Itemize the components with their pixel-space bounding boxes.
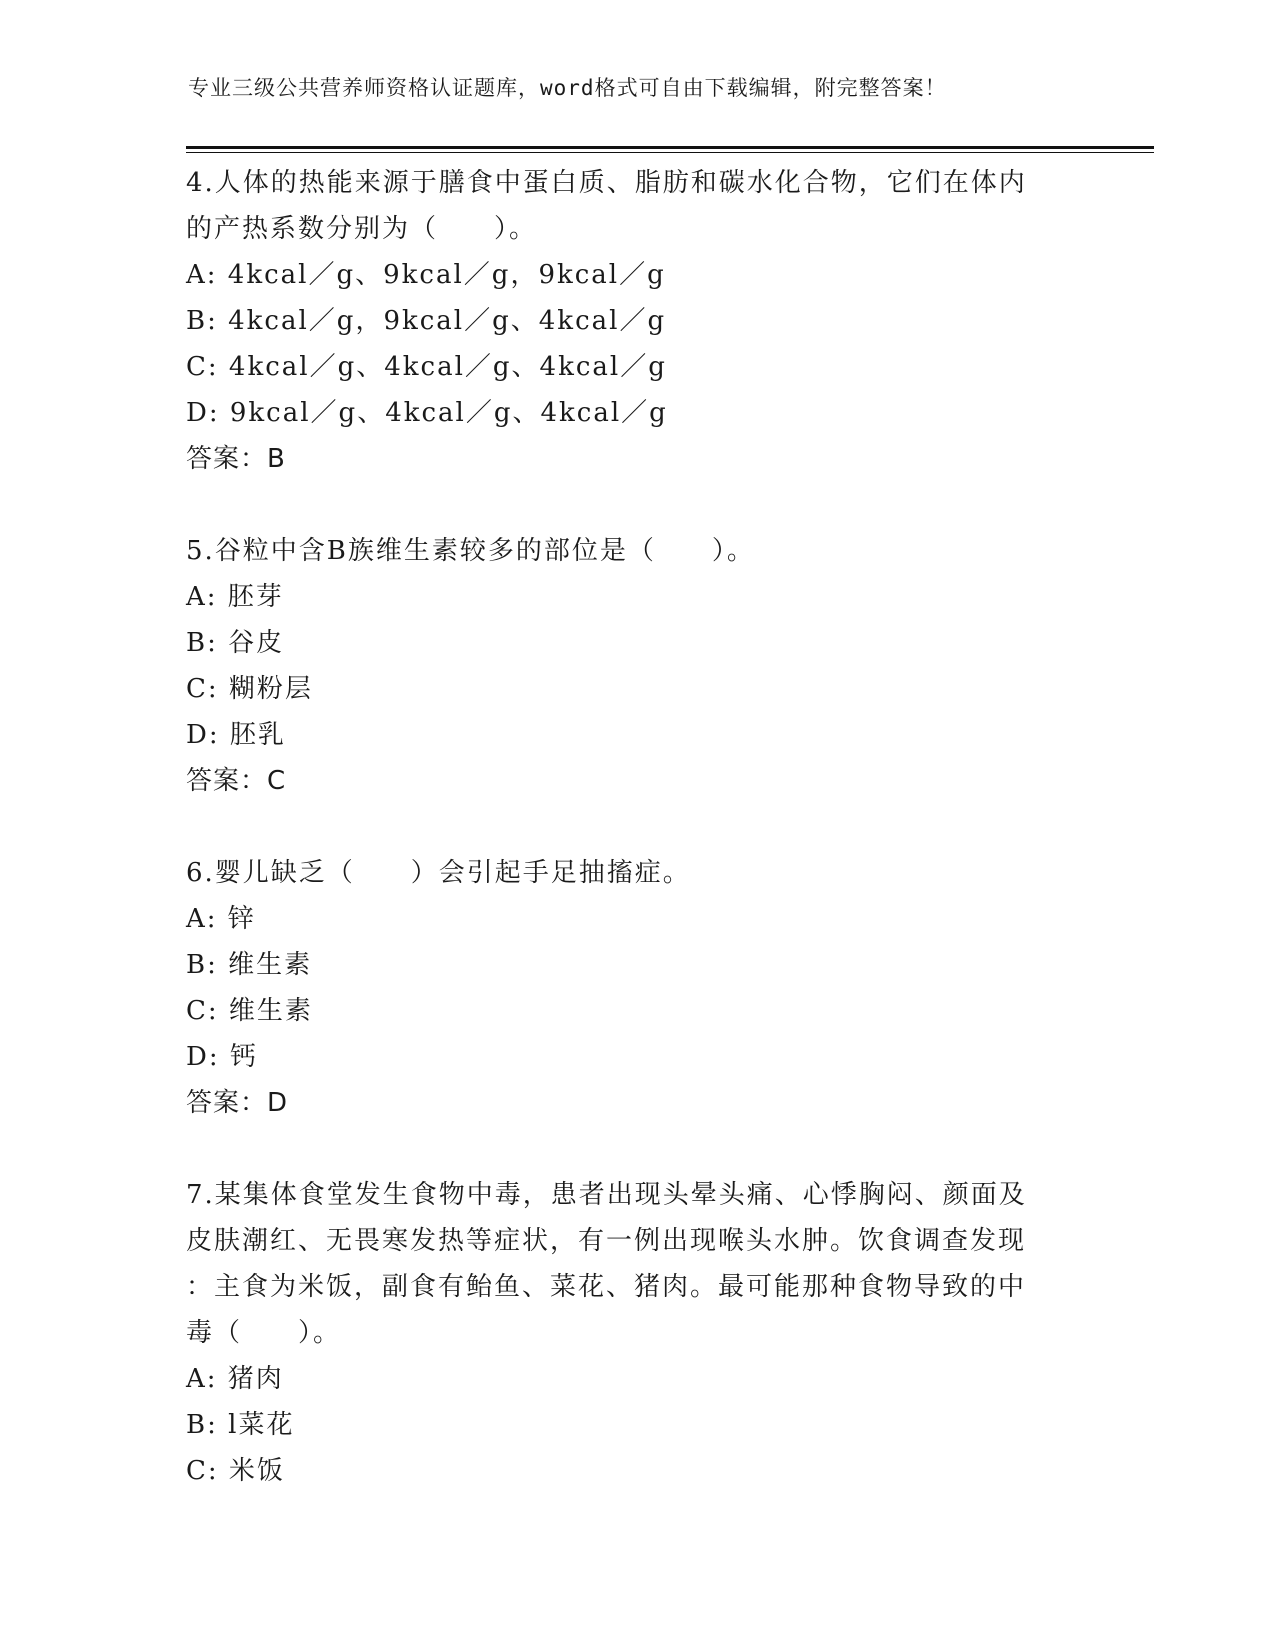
option-c: C: 4kcal／g、4kcal／g、4kcal／g [186, 352, 667, 382]
question-stem-line: 的产热系数分别为（ ）。 [186, 214, 538, 244]
answer: 答案：B [186, 444, 286, 474]
option-a: A: 锌 [186, 904, 256, 934]
option-a: A: 4kcal／g、9kcal／g，9kcal／g [186, 260, 666, 290]
question-stem-line: 5.谷粒中含B族维生素较多的部位是（ ）。 [186, 536, 755, 566]
question-stem-line: ：主食为米饭，副食有鲐鱼、菜花、猪肉。最可能那种食物导致的中 [186, 1272, 1027, 1302]
option-d: D: 钙 [186, 1042, 258, 1072]
option-b: B: 维生素 [186, 950, 313, 980]
question-7 [186, 1172, 1066, 1494]
question-stem-line: 4.人体的热能来源于膳食中蛋白质、脂肪和碳水化合物，它们在体内 [186, 168, 1027, 198]
option-d: D: 9kcal／g、4kcal／g、4kcal／g [186, 398, 668, 428]
question-stem-line: 毒（ ）。 [186, 1318, 342, 1348]
header-rule-thick [186, 146, 1154, 149]
page-header: 专业三级公共营养师资格认证题库，word格式可自由下载编辑，附完整答案！ [188, 76, 947, 100]
header-rule-thin [186, 152, 1154, 153]
question-4 [186, 160, 1066, 482]
option-b: B: 谷皮 [186, 628, 285, 658]
option-c: C: 维生素 [186, 996, 313, 1026]
option-a: A: 猪肉 [186, 1364, 284, 1394]
answer: 答案：C [186, 766, 287, 796]
question-list [186, 160, 1066, 1540]
option-c: C: 糊粉层 [186, 674, 313, 704]
option-a: A: 胚芽 [186, 582, 284, 612]
option-c: C: 米饭 [186, 1456, 285, 1486]
option-b: B: l菜花 [186, 1410, 295, 1440]
answer: 答案：D [186, 1088, 289, 1118]
question-stem-line: 7.某集体食堂发生食物中毒，患者出现头晕头痛、心悸胸闷、颜面及 [186, 1180, 1027, 1210]
question-stem-line: 6.婴儿缺乏（ ）会引起手足抽搐症。 [186, 858, 691, 888]
option-d: D: 胚乳 [186, 720, 286, 750]
question-5 [186, 528, 1066, 804]
question-stem-line: 皮肤潮红、无畏寒发热等症状，有一例出现喉头水肿。饮食调查发现 [186, 1226, 1027, 1256]
option-b: B: 4kcal／g，9kcal／g、4kcal／g [186, 306, 667, 336]
question-6 [186, 850, 1066, 1126]
